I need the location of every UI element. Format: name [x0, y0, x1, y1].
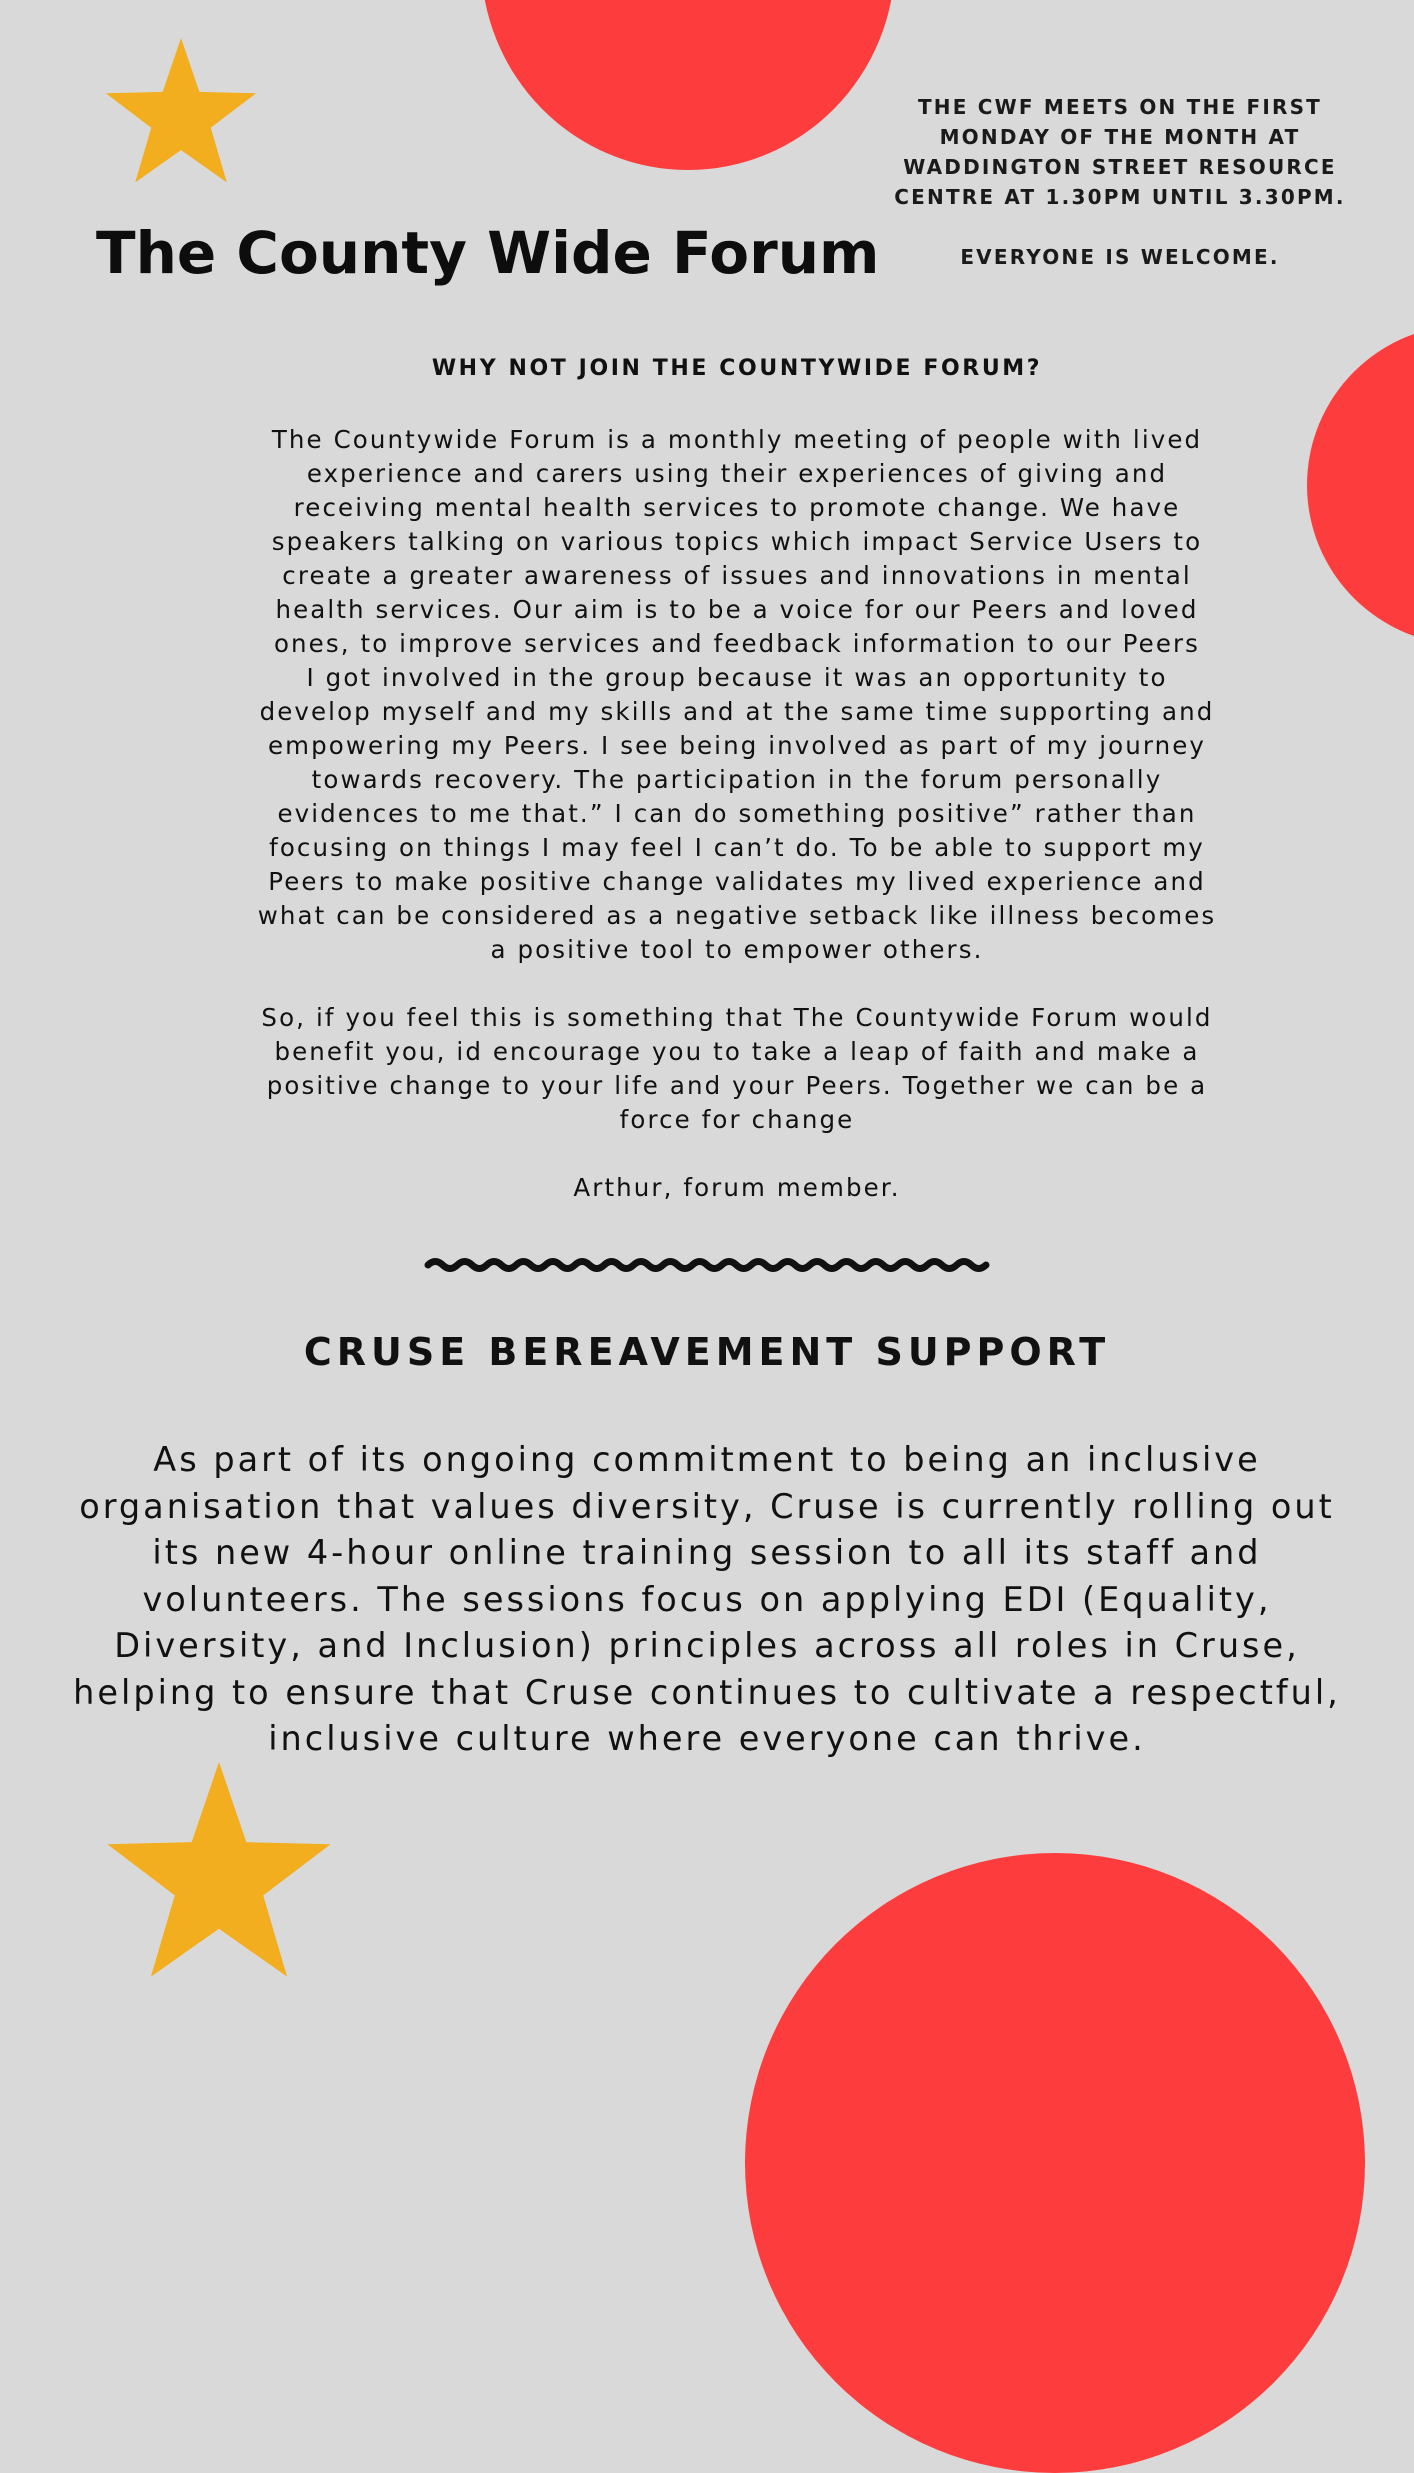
- cruse-heading: CRUSE BEREAVEMENT SUPPORT: [303, 1330, 1111, 1374]
- text-line: create a greater awareness of issues and innovations in mental: [282, 561, 1192, 590]
- meeting-info-line: CENTRE AT 1.30PM UNTIL 3.30PM.: [894, 185, 1346, 209]
- forum-section: [160, 352, 1314, 1205]
- red-circle-right: [1307, 325, 1414, 645]
- meeting-info-line: WADDINGTON STREET RESOURCE: [903, 155, 1337, 179]
- text-line: volunteers. The sessions focus on applying EDI (Equality,: [142, 1579, 1272, 1619]
- text-line: develop myself and my skills and at the same time supporting and: [259, 697, 1215, 726]
- text-line: evidences to me that.” I can do something positive” rather than: [277, 799, 1197, 828]
- text-line: helping to ensure that Cruse continues to cultivate a respectful,: [73, 1672, 1341, 1712]
- text-line: focusing on things I may feel I can’t do. To be able to support my: [269, 833, 1205, 862]
- cruse-paragraph: [0, 1437, 1414, 1763]
- meeting-info: [870, 92, 1370, 272]
- wavy-line-icon: [424, 1250, 990, 1280]
- text-line: Peers to make positive change validates my lived experience and: [268, 867, 1206, 896]
- text-line: The Countywide Forum is a monthly meeting of people with lived: [271, 425, 1203, 454]
- page-title: The County Wide Forum: [96, 219, 880, 287]
- text-line: ones, to improve services and feedback information to our Peers: [273, 629, 1201, 658]
- text-line: So, if you feel this is something that The Countywide Forum would: [261, 1003, 1213, 1032]
- text-line: its new 4-hour online training session to all its staff and: [152, 1533, 1262, 1572]
- text-line: empowering my Peers. I see being involved as part of my journey: [267, 731, 1207, 760]
- text-line: organisation that values diversity, Cruse is currently rolling out: [79, 1486, 1335, 1526]
- text-line: speakers talking on various topics which impact Service Users to: [271, 527, 1203, 556]
- star-icon: [103, 38, 259, 186]
- text-line: a positive tool to empower others.: [490, 935, 984, 964]
- text-line: what can be considered as a negative setback like illness becomes: [257, 901, 1217, 930]
- text-line: towards recovery. The participation in the forum personally: [311, 765, 1163, 794]
- forum-signature: Arthur, forum member.: [573, 1173, 901, 1202]
- red-circle-top: [481, 0, 895, 170]
- text-line: receiving mental health services to promote change. We have: [293, 493, 1181, 522]
- text-line: inclusive culture where everyone can thrive.: [268, 1719, 1146, 1758]
- text-line: I got involved in the group because it was an opportunity to: [306, 663, 1168, 692]
- meeting-info-line: THE CWF MEETS ON THE FIRST: [917, 95, 1323, 119]
- red-circle-bottom: [745, 1853, 1365, 2473]
- text-line: health services. Our aim is to be a voice for our Peers and loved: [275, 595, 1199, 624]
- forum-paragraph-1: [160, 423, 1314, 967]
- text-line: force for change: [619, 1105, 855, 1134]
- text-line: Diversity, and Inclusion) principles across all roles in Cruse,: [114, 1626, 1300, 1665]
- forum-heading: WHY NOT JOIN THE COUNTYWIDE FORUM?: [431, 356, 1043, 381]
- text-line: benefit you, id encourage you to take a leap of faith and make a: [274, 1037, 1200, 1066]
- text-line: experience and carers using their experiences of giving and: [306, 459, 1168, 488]
- forum-paragraph-2: [160, 1001, 1314, 1137]
- text-line: As part of its ongoing commitment to being an inclusive: [153, 1440, 1261, 1479]
- meeting-info-line: MONDAY OF THE MONTH AT: [939, 125, 1301, 149]
- welcome-text: EVERYONE IS WELCOME.: [960, 245, 1280, 269]
- star-icon: [103, 1762, 335, 1982]
- text-line: positive change to your life and your Peers. Together we can be a: [266, 1071, 1208, 1100]
